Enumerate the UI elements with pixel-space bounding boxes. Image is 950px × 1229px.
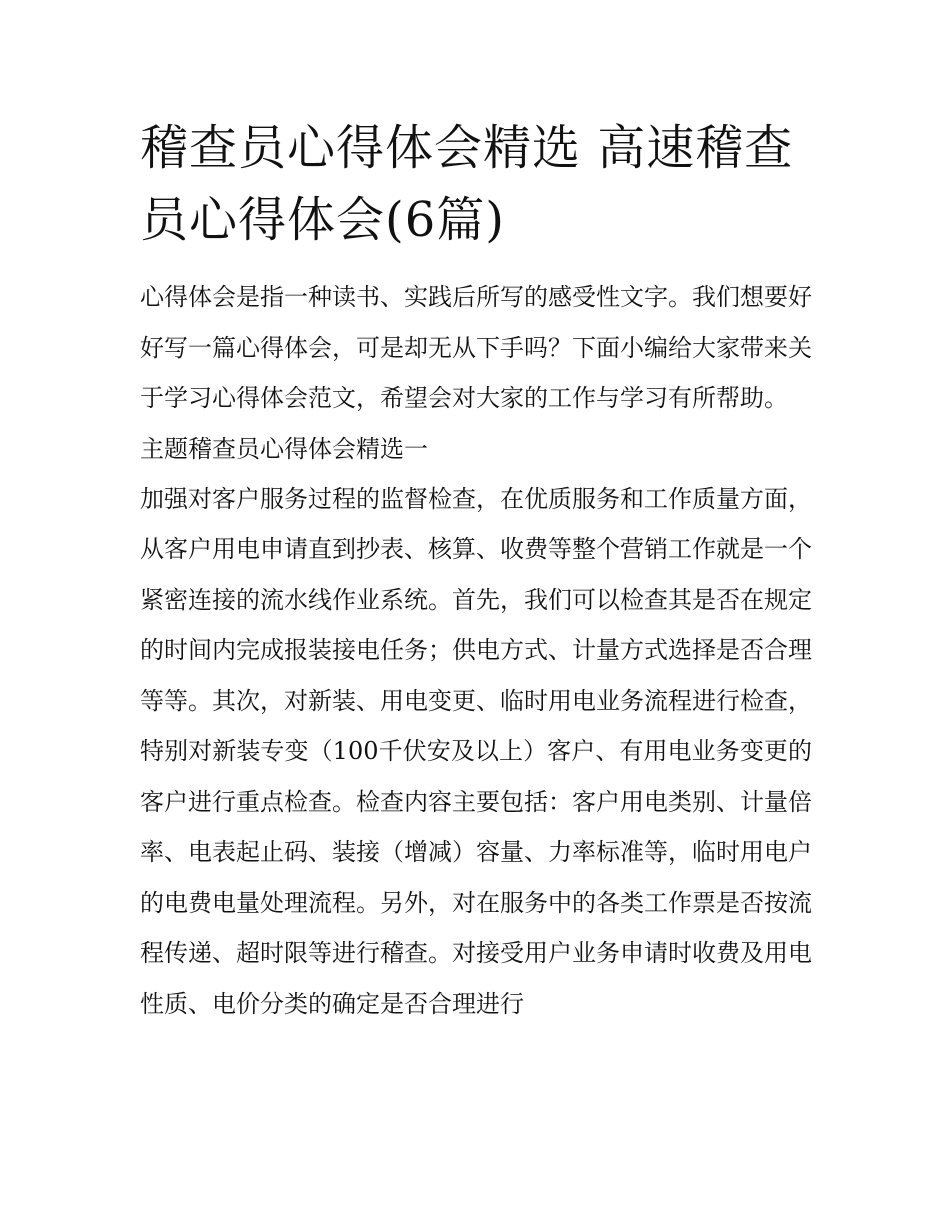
document-page — [140, 112, 812, 1029]
document-title: 稽查员心得体会精选 高速稽查员心得体会(6篇) — [140, 120, 794, 248]
intro-paragraph: 心得体会是指一种读书、实践后所写的感受性文字。我们想要好好写一篇心得体会，可是却无从下手吗？下面小编给大家带来关于学习心得体会范文，希望会对大家的工作与学习有所帮助。 — [140, 283, 812, 412]
body-paragraph: 加强对客户服务过程的监督检查，在优质服务和工作质量方面，从客户用电申请直到抄表、核算、收费等整个营销工作就是一个紧密连接的流水线作业系统。首先，我们可以检查其是否在规定的时间内完成报装接电任务；供电方式、计量方式选择是否合理等等。其次，对新装、用电变更、临时用电业务流程进行检查，特别对新装专变（100千伏安及以上）客户、有用电业务变更的客户进行重点检查。检查内容主要包括：客户用电类别、计量倍率、电表起止码、装接（增减）容量、力率标准等，临时用电户的电费电量处理流程。另外，对在服务中的各类工作票是否按流程传递、超时限等进行稽查。对接受用户业务申请时收费及用电性质、电价分类的确定是否合理进行 — [140, 484, 812, 1018]
section-heading: 主题稽查员心得体会精选一 — [140, 434, 428, 463]
